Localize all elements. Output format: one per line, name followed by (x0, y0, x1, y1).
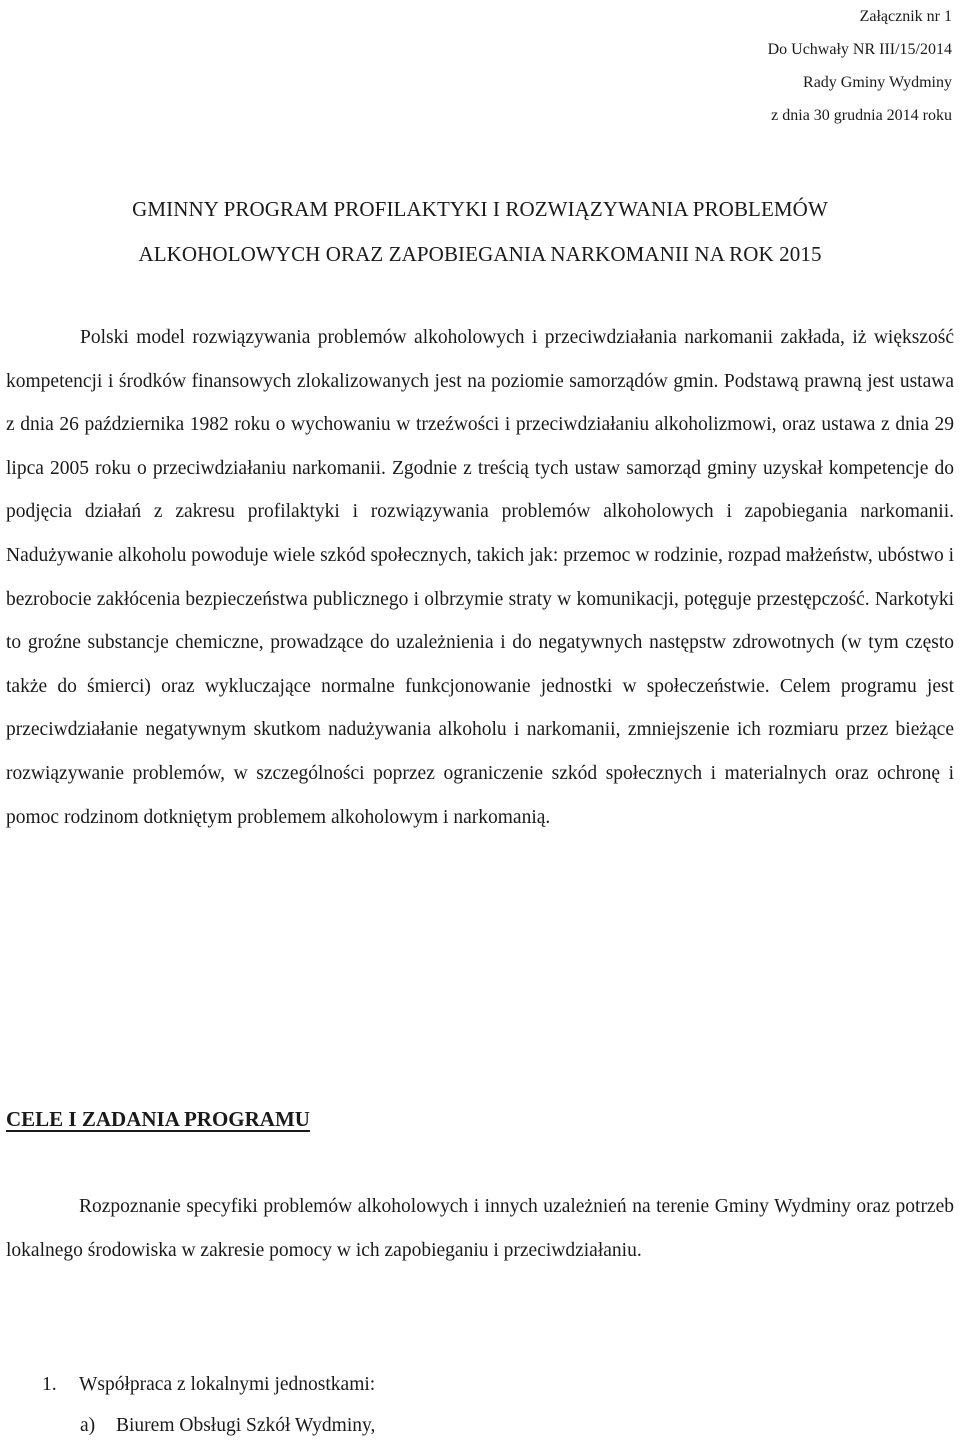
attachment-header (768, 0, 952, 132)
list-item-text: Współpraca z lokalnymi jednostkami: (79, 1374, 376, 1395)
section-heading: CELE I ZADANIA PROGRAMU (6, 1107, 310, 1131)
body-paragraph: Polski model rozwiązywania problemów alkoholowych i przeciwdziałania narkomanii zakłada, iż większość kompetencji i środków finansowych zlokalizowanych jest na poziomie samorządów gmin. Podstawą prawną jest ustawa z dnia 26 października 1982 roku o wychowaniu w trzeźwości i przeciwdziałaniu alkoholizmowi, oraz ustawa z dnia 29 lipca 2005 roku o przeciwdziałaniu narkomanii. Zgodnie z treścią tych ustaw samorząd gminy uzyskał kompetencje do podjęcia działań z zakresu profilaktyki i rozwiązywania problemów alkoholowych i zapobiegania narkomanii. Nadużywanie alkoholu powoduje wiele szkód społecznych, takich jak: przemoc w rodzinie, rozpad małżeństw, ubóstwo i bezrobocie zakłócenia bezpieczeństwa publicznego i olbrzymie straty w komunikacji, potęguje przestępczość. Narkotyki to groźne substancje chemiczne, prowadzące do uzależnienia i do negatywnych następstw zdrowotnych (w tym często także do śmierci) oraz wykluczające normalne funkcjonowanie jednostki w społeczeństwie. Celem programu jest przeciwdziałanie negatywnym skutkom nadużywania alkoholu i narkomanii, zmniejszenie ich rozmiaru przez bieżące rozwiązywanie problemów, w szczególności poprzez ograniczenie szkód społecznych i materialnych oraz ochronę i pomoc rodzinom dotkniętym problemem alkoholowym i narkomanią. (6, 327, 954, 828)
document-title (0, 187, 960, 277)
resolution-number: Do Uchwały NR III/15/2014 (767, 41, 952, 58)
list-item-marker: 1. (42, 1374, 57, 1395)
section-intro-paragraph: Rozpoznanie specyfiki problemów alkoholowych i innych uzależnień na terenie Gminy Wydminy oraz potrzeb lokalnego środowiska w zakresie pomocy w ich zapobieganiu i przeciwdziałaniu. (6, 1196, 954, 1261)
list-item-marker: a) (80, 1415, 96, 1436)
document-title-line-2: ALKOHOLOWYCH ORAZ ZAPOBIEGANIA NARKOMANII NA ROK 2015 (138, 242, 822, 266)
resolution-date: z dnia 30 grudnia 2014 roku (771, 107, 952, 124)
list-item-a (80, 1408, 375, 1444)
list-item-1 (42, 1367, 375, 1403)
attachment-number: Załącznik nr 1 (859, 8, 952, 25)
document-title-line-1: GMINNY PROGRAM PROFILAKTYKI I ROZWIĄZYWANIA PROBLEMÓW (132, 197, 828, 221)
council-name: Rady Gminy Wydminy (803, 74, 952, 91)
list-item-text: Biurem Obsługi Szkół Wydminy, (116, 1415, 376, 1436)
